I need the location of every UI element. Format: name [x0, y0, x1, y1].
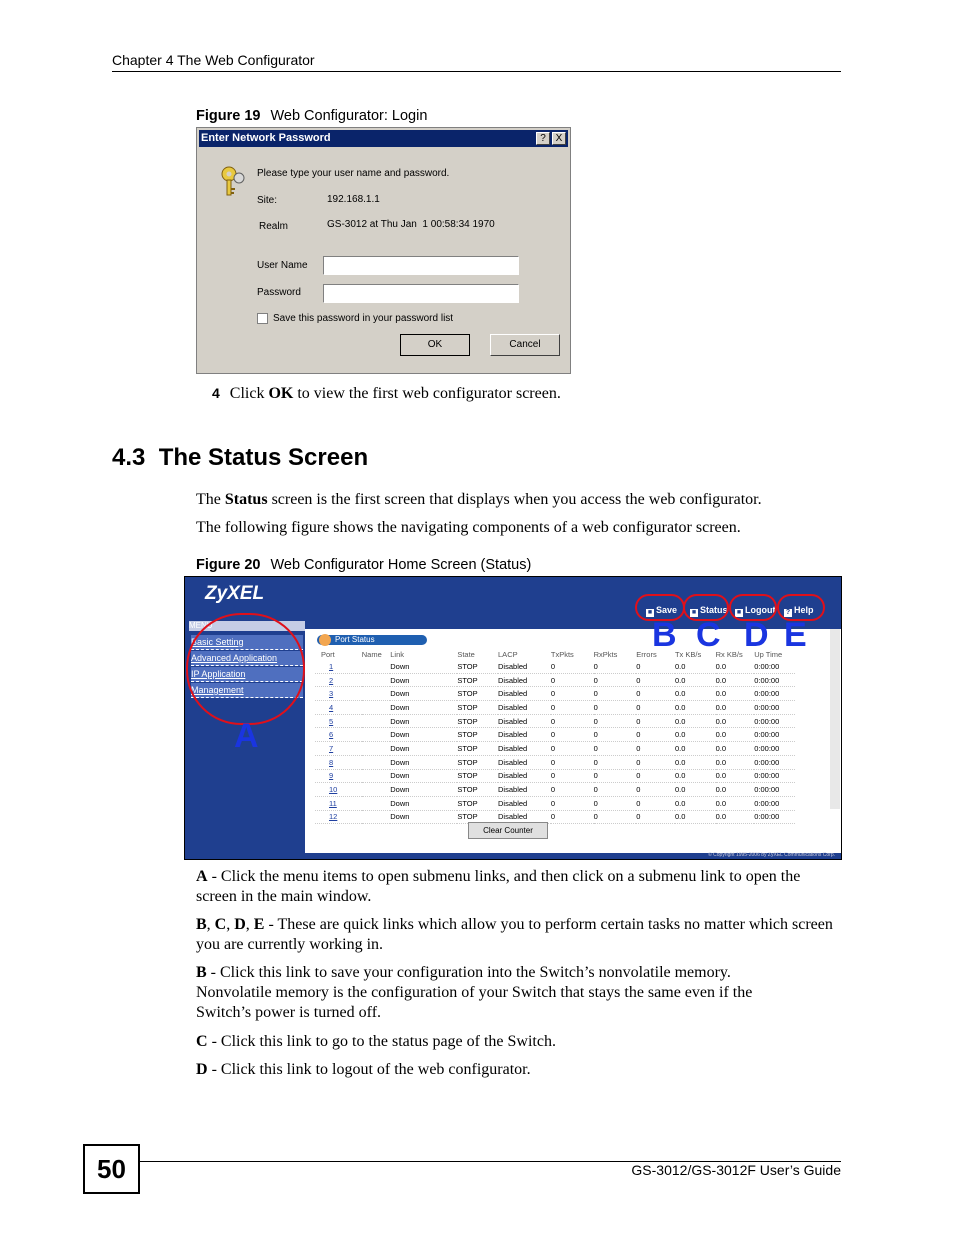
table-cell: 0.0 [716, 660, 755, 673]
desc-bcde-sep2: , [226, 916, 235, 933]
table-cell: 0.0 [675, 796, 716, 810]
menu-item-advanced-application[interactable]: Advanced Application [191, 651, 303, 666]
quicklink-help-label: Help [794, 605, 814, 615]
table-cell [362, 714, 390, 728]
table-cell: 0.0 [675, 660, 716, 673]
save-icon: ■ [647, 609, 653, 616]
table-cell: Disabled [498, 714, 551, 728]
table-cell: Disabled [498, 783, 551, 797]
table-cell: 0 [594, 742, 637, 756]
menu-item-ip-application[interactable]: IP Application [191, 667, 303, 682]
table-cell [362, 810, 390, 824]
table-cell: Disabled [498, 742, 551, 756]
table-row [315, 701, 795, 715]
table-cell: 0.0 [716, 701, 755, 715]
save-password-checkbox[interactable] [257, 313, 268, 324]
quicklink-status-label: Status [700, 605, 728, 615]
table-cell: 0:00:00 [754, 660, 795, 673]
page-number: 50 [83, 1144, 140, 1194]
desc-bcde [196, 915, 842, 955]
figure20-label: Figure 20 [196, 557, 261, 573]
table-cell: 0.0 [716, 810, 755, 824]
table-cell: 0 [551, 783, 594, 797]
desc-bcde-b: B [196, 916, 207, 933]
desc-b-text: - Click this link to save your configuration into the Switch’s nonvolatile memory. Nonvolatile memory is the configuration of your Switch that stays the same even if the Switch’s power is turned off. [196, 964, 753, 1021]
site-value: 192.168.1.1 [327, 194, 380, 205]
table-cell: 0 [594, 755, 637, 769]
zyxel-logo: ZyXEL [205, 583, 265, 604]
table-cell: STOP [457, 783, 498, 797]
table-cell: 0 [636, 673, 675, 687]
table-cell: 0.0 [675, 810, 716, 824]
table-cell [362, 728, 390, 742]
table-cell: 0 [551, 660, 594, 673]
step-4 [212, 383, 561, 404]
realm-label: Realm [259, 221, 288, 232]
realm-value: GS-3012 at Thu Jan 1 00:58:34 1970 [327, 219, 495, 230]
table-cell: 0:00:00 [754, 783, 795, 797]
menu-header: MENU [189, 621, 305, 631]
username-label: User Name [257, 260, 308, 271]
quicklink-save-label: Save [656, 605, 678, 615]
desc-b [196, 963, 806, 1023]
table-cell: 0 [594, 769, 637, 783]
table-cell: 0.0 [675, 701, 716, 715]
main-panel [307, 629, 837, 860]
table-cell: Disabled [498, 660, 551, 673]
table-cell: 0 [551, 701, 594, 715]
password-input[interactable] [323, 284, 519, 303]
save-password-label: Save this password in your password list [273, 313, 454, 324]
desc-a [196, 867, 842, 907]
port-link[interactable]: 4 [315, 701, 362, 715]
table-cell: Disabled [498, 701, 551, 715]
table-cell: Disabled [498, 687, 551, 701]
desc-bcde-e: E [253, 916, 265, 933]
column-header: Errors [636, 650, 657, 659]
table-cell: 0 [551, 687, 594, 701]
column-header: Link [390, 650, 404, 659]
column-header: Rx KB/s [715, 650, 743, 659]
port-link[interactable]: 9 [315, 769, 362, 783]
table-cell: 0:00:00 [754, 701, 795, 715]
table-cell: 0:00:00 [754, 673, 795, 687]
callout-letter-d: D [744, 616, 769, 654]
column-header: Up Time [754, 650, 783, 659]
figure19-caption-text: Web Configurator: Login [270, 108, 428, 124]
table-cell: 0.0 [675, 687, 716, 701]
desc-d-key: D [196, 1061, 208, 1078]
step-text-post: to view the first web configurator screen. [293, 385, 561, 402]
table-cell: Down [390, 755, 457, 769]
table-cell: 0 [551, 728, 594, 742]
vertical-scrollbar[interactable] [830, 629, 840, 809]
table-cell: 0.0 [675, 673, 716, 687]
table-cell: 0 [636, 660, 675, 673]
table-cell: Down [390, 701, 457, 715]
table-cell [362, 796, 390, 810]
column-header: RxPkts [593, 650, 618, 659]
desc-a-key: A [196, 868, 208, 885]
table-cell [362, 742, 390, 756]
table-row [315, 673, 795, 687]
table-cell [362, 687, 390, 701]
table-row [315, 783, 795, 797]
column-header: TxPkts [550, 650, 574, 659]
table-row [315, 687, 795, 701]
table-cell: 0.0 [716, 755, 755, 769]
table-cell: 0 [594, 728, 637, 742]
table-cell: STOP [457, 755, 498, 769]
table-cell: 0.0 [675, 742, 716, 756]
table-cell [362, 701, 390, 715]
cancel-button[interactable]: Cancel [490, 334, 560, 356]
table-cell: STOP [457, 673, 498, 687]
table-row [315, 796, 795, 810]
table-cell: STOP [457, 742, 498, 756]
desc-bcde-text: - These are quick links which allow you to perform certain tasks no matter which screen you are currently working in. [196, 916, 833, 953]
table-cell [362, 660, 390, 673]
table-cell: 0 [551, 714, 594, 728]
table-cell: Down [390, 783, 457, 797]
port-link[interactable]: 10 [315, 783, 362, 797]
figure20-caption [196, 557, 531, 573]
ok-button[interactable]: OK [400, 334, 470, 356]
paragraph-figure-intro: The following figure shows the navigating components of a web configurator screen. [196, 519, 741, 536]
table-cell: 0.0 [716, 769, 755, 783]
table-cell: 0 [636, 783, 675, 797]
table-cell: STOP [457, 687, 498, 701]
table-row [315, 769, 795, 783]
table-cell: Down [390, 687, 457, 701]
table-cell [362, 783, 390, 797]
desc-b-key: B [196, 964, 207, 981]
callout-letter-e: E [784, 616, 807, 654]
table-cell: Down [390, 673, 457, 687]
table-cell: 0.0 [675, 728, 716, 742]
clear-counter-button[interactable]: Clear Counter [468, 822, 548, 839]
status-icon: ■ [691, 609, 697, 616]
table-cell: 0.0 [716, 673, 755, 687]
table-row [315, 810, 795, 824]
table-row [315, 660, 795, 673]
table-cell: Down [390, 714, 457, 728]
para1-pre: The [196, 491, 225, 508]
table-cell: Disabled [498, 810, 551, 824]
table-cell: 0:00:00 [754, 687, 795, 701]
table-cell: Disabled [498, 673, 551, 687]
username-input[interactable] [323, 256, 519, 275]
column-header: LACP [498, 650, 518, 659]
table-cell: 0.0 [716, 742, 755, 756]
table-cell: 0 [594, 687, 637, 701]
port-status-tab-label: Port Status [335, 635, 375, 644]
table-cell: 0 [594, 660, 637, 673]
desc-bcde-sep1: , [206, 916, 215, 933]
table-cell: STOP [457, 769, 498, 783]
table-cell: Disabled [498, 796, 551, 810]
figure20-caption-text: Web Configurator Home Screen (Status) [270, 557, 532, 573]
table-cell: STOP [457, 701, 498, 715]
table-cell: 0:00:00 [754, 796, 795, 810]
table-row [315, 742, 795, 756]
table-cell: 0 [594, 714, 637, 728]
column-header: State [457, 650, 475, 659]
close-button[interactable]: X [552, 132, 566, 145]
table-cell: STOP [457, 714, 498, 728]
table-cell: 0 [551, 742, 594, 756]
table-cell: 0.0 [675, 783, 716, 797]
table-cell: 0.0 [675, 769, 716, 783]
keys-icon [219, 164, 249, 198]
table-cell: 0:00:00 [754, 742, 795, 756]
desc-c-key: C [196, 1033, 208, 1050]
figure19-caption [196, 108, 427, 124]
table-cell: 0 [551, 755, 594, 769]
table-cell: 0 [551, 810, 594, 824]
desc-bcde-d: D [234, 916, 246, 933]
table-cell: 0 [594, 783, 637, 797]
table-cell: 0 [636, 742, 675, 756]
desc-d-text: - Click this link to logout of the web configurator. [207, 1061, 531, 1078]
table-cell: 0:00:00 [754, 755, 795, 769]
table-cell: 0 [551, 673, 594, 687]
table-cell: 0 [594, 796, 637, 810]
table-cell: 0 [636, 714, 675, 728]
port-link[interactable]: 8 [315, 755, 362, 769]
table-cell: 0 [636, 769, 675, 783]
table-cell: 0 [551, 796, 594, 810]
table-cell: Disabled [498, 728, 551, 742]
desc-bcde-c: C [214, 916, 227, 933]
copyright-bar [185, 853, 841, 859]
desc-c-text: - Click this link to go to the status page of the Switch. [207, 1033, 556, 1050]
table-cell: 0 [594, 673, 637, 687]
desc-a-text: - Click the menu items to open submenu links, and then click on a submenu link to open the screen in the main window. [196, 868, 801, 905]
step-text-pre: Click [229, 385, 269, 402]
table-cell: 0.0 [716, 687, 755, 701]
table-cell [362, 673, 390, 687]
callout-letter-c: C [696, 616, 721, 654]
table-cell: Down [390, 728, 457, 742]
port-link[interactable]: 2 [315, 673, 362, 687]
callout-letter-a: A [234, 717, 259, 755]
table-cell: 0.0 [716, 783, 755, 797]
table-cell [362, 755, 390, 769]
step-number: 4 [212, 385, 220, 401]
table-cell: 0 [636, 810, 675, 824]
column-header: Name [361, 650, 382, 659]
tab-bullet-icon [319, 634, 331, 646]
table-cell: Down [390, 810, 457, 824]
menu-item-basic-setting[interactable]: Basic Setting [191, 635, 303, 650]
table-cell: 0 [636, 687, 675, 701]
table-cell: Disabled [498, 755, 551, 769]
table-cell: 0 [594, 810, 637, 824]
table-cell: Down [390, 769, 457, 783]
table-cell: 0:00:00 [754, 769, 795, 783]
table-cell: 0:00:00 [754, 728, 795, 742]
password-label: Password [257, 287, 301, 298]
running-header: Chapter 4 The Web Configurator [112, 52, 315, 68]
login-dialog [196, 127, 571, 374]
dialog-title-bar [199, 130, 568, 147]
table-cell: 0 [636, 728, 675, 742]
port-status-tab[interactable] [317, 635, 427, 645]
table-cell: 0 [636, 755, 675, 769]
port-link[interactable]: 11 [315, 796, 362, 810]
table-cell: 0.0 [675, 714, 716, 728]
table-cell: 0 [551, 769, 594, 783]
port-link[interactable]: 5 [315, 714, 362, 728]
step-text-bold: OK [268, 385, 294, 402]
table-cell: Down [390, 660, 457, 673]
callout-letter-b: B [652, 616, 677, 654]
callout-circle-a [186, 613, 305, 725]
table-cell: Down [390, 796, 457, 810]
menu-item-management[interactable]: Management [191, 683, 303, 698]
port-link[interactable]: 3 [315, 687, 362, 701]
table-cell: STOP [457, 796, 498, 810]
table-cell: 0.0 [716, 728, 755, 742]
desc-c [196, 1032, 842, 1052]
column-header: Tx KB/s [674, 650, 702, 659]
site-label: Site: [257, 195, 278, 206]
table-row [315, 728, 795, 742]
table-cell: 0:00:00 [754, 714, 795, 728]
table-cell: STOP [457, 728, 498, 742]
header-rule [112, 71, 841, 72]
figure19-label: Figure 19 [196, 108, 261, 124]
para1-post: screen is the first screen that displays when you access the web configurator. [267, 491, 762, 508]
desc-bcde-sep3: , [245, 916, 254, 933]
port-link[interactable]: 1 [315, 660, 362, 673]
paragraph-status [196, 490, 762, 510]
table-row [315, 755, 795, 769]
table-row [315, 714, 795, 728]
logout-icon: ■ [736, 609, 742, 616]
port-status-table [315, 649, 795, 824]
column-header: Port [321, 650, 335, 659]
port-link[interactable]: 7 [315, 742, 362, 756]
quicklink-logout-label: Logout [745, 605, 776, 615]
table-cell [362, 769, 390, 783]
table-cell: 0.0 [675, 755, 716, 769]
dialog-prompt: Please type your user name and password. [257, 168, 450, 179]
table-cell: 0.0 [716, 796, 755, 810]
table-cell: STOP [457, 810, 498, 824]
copyright-text: © Copyright 1995-2006 by ZyXEL Communications Corp. [708, 852, 835, 858]
table-cell: STOP [457, 660, 498, 673]
para1-bold: Status [224, 491, 268, 508]
desc-d [196, 1060, 842, 1080]
table-cell: 0.0 [716, 714, 755, 728]
table-cell: 0 [636, 701, 675, 715]
section-title: 4.3 The Status Screen [112, 444, 369, 471]
table-cell: Down [390, 742, 457, 756]
table-cell: 0:00:00 [754, 810, 795, 824]
guide-title: GS-3012/GS-3012F User’s Guide [631, 1162, 841, 1178]
table-cell: 0 [594, 701, 637, 715]
port-link[interactable]: 12 [315, 810, 362, 824]
help-icon: ? [785, 609, 791, 616]
help-button[interactable]: ? [536, 132, 550, 145]
dialog-title: Enter Network Password [201, 132, 331, 144]
port-link[interactable]: 6 [315, 728, 362, 742]
table-cell: 0 [636, 796, 675, 810]
table-cell: Disabled [498, 769, 551, 783]
